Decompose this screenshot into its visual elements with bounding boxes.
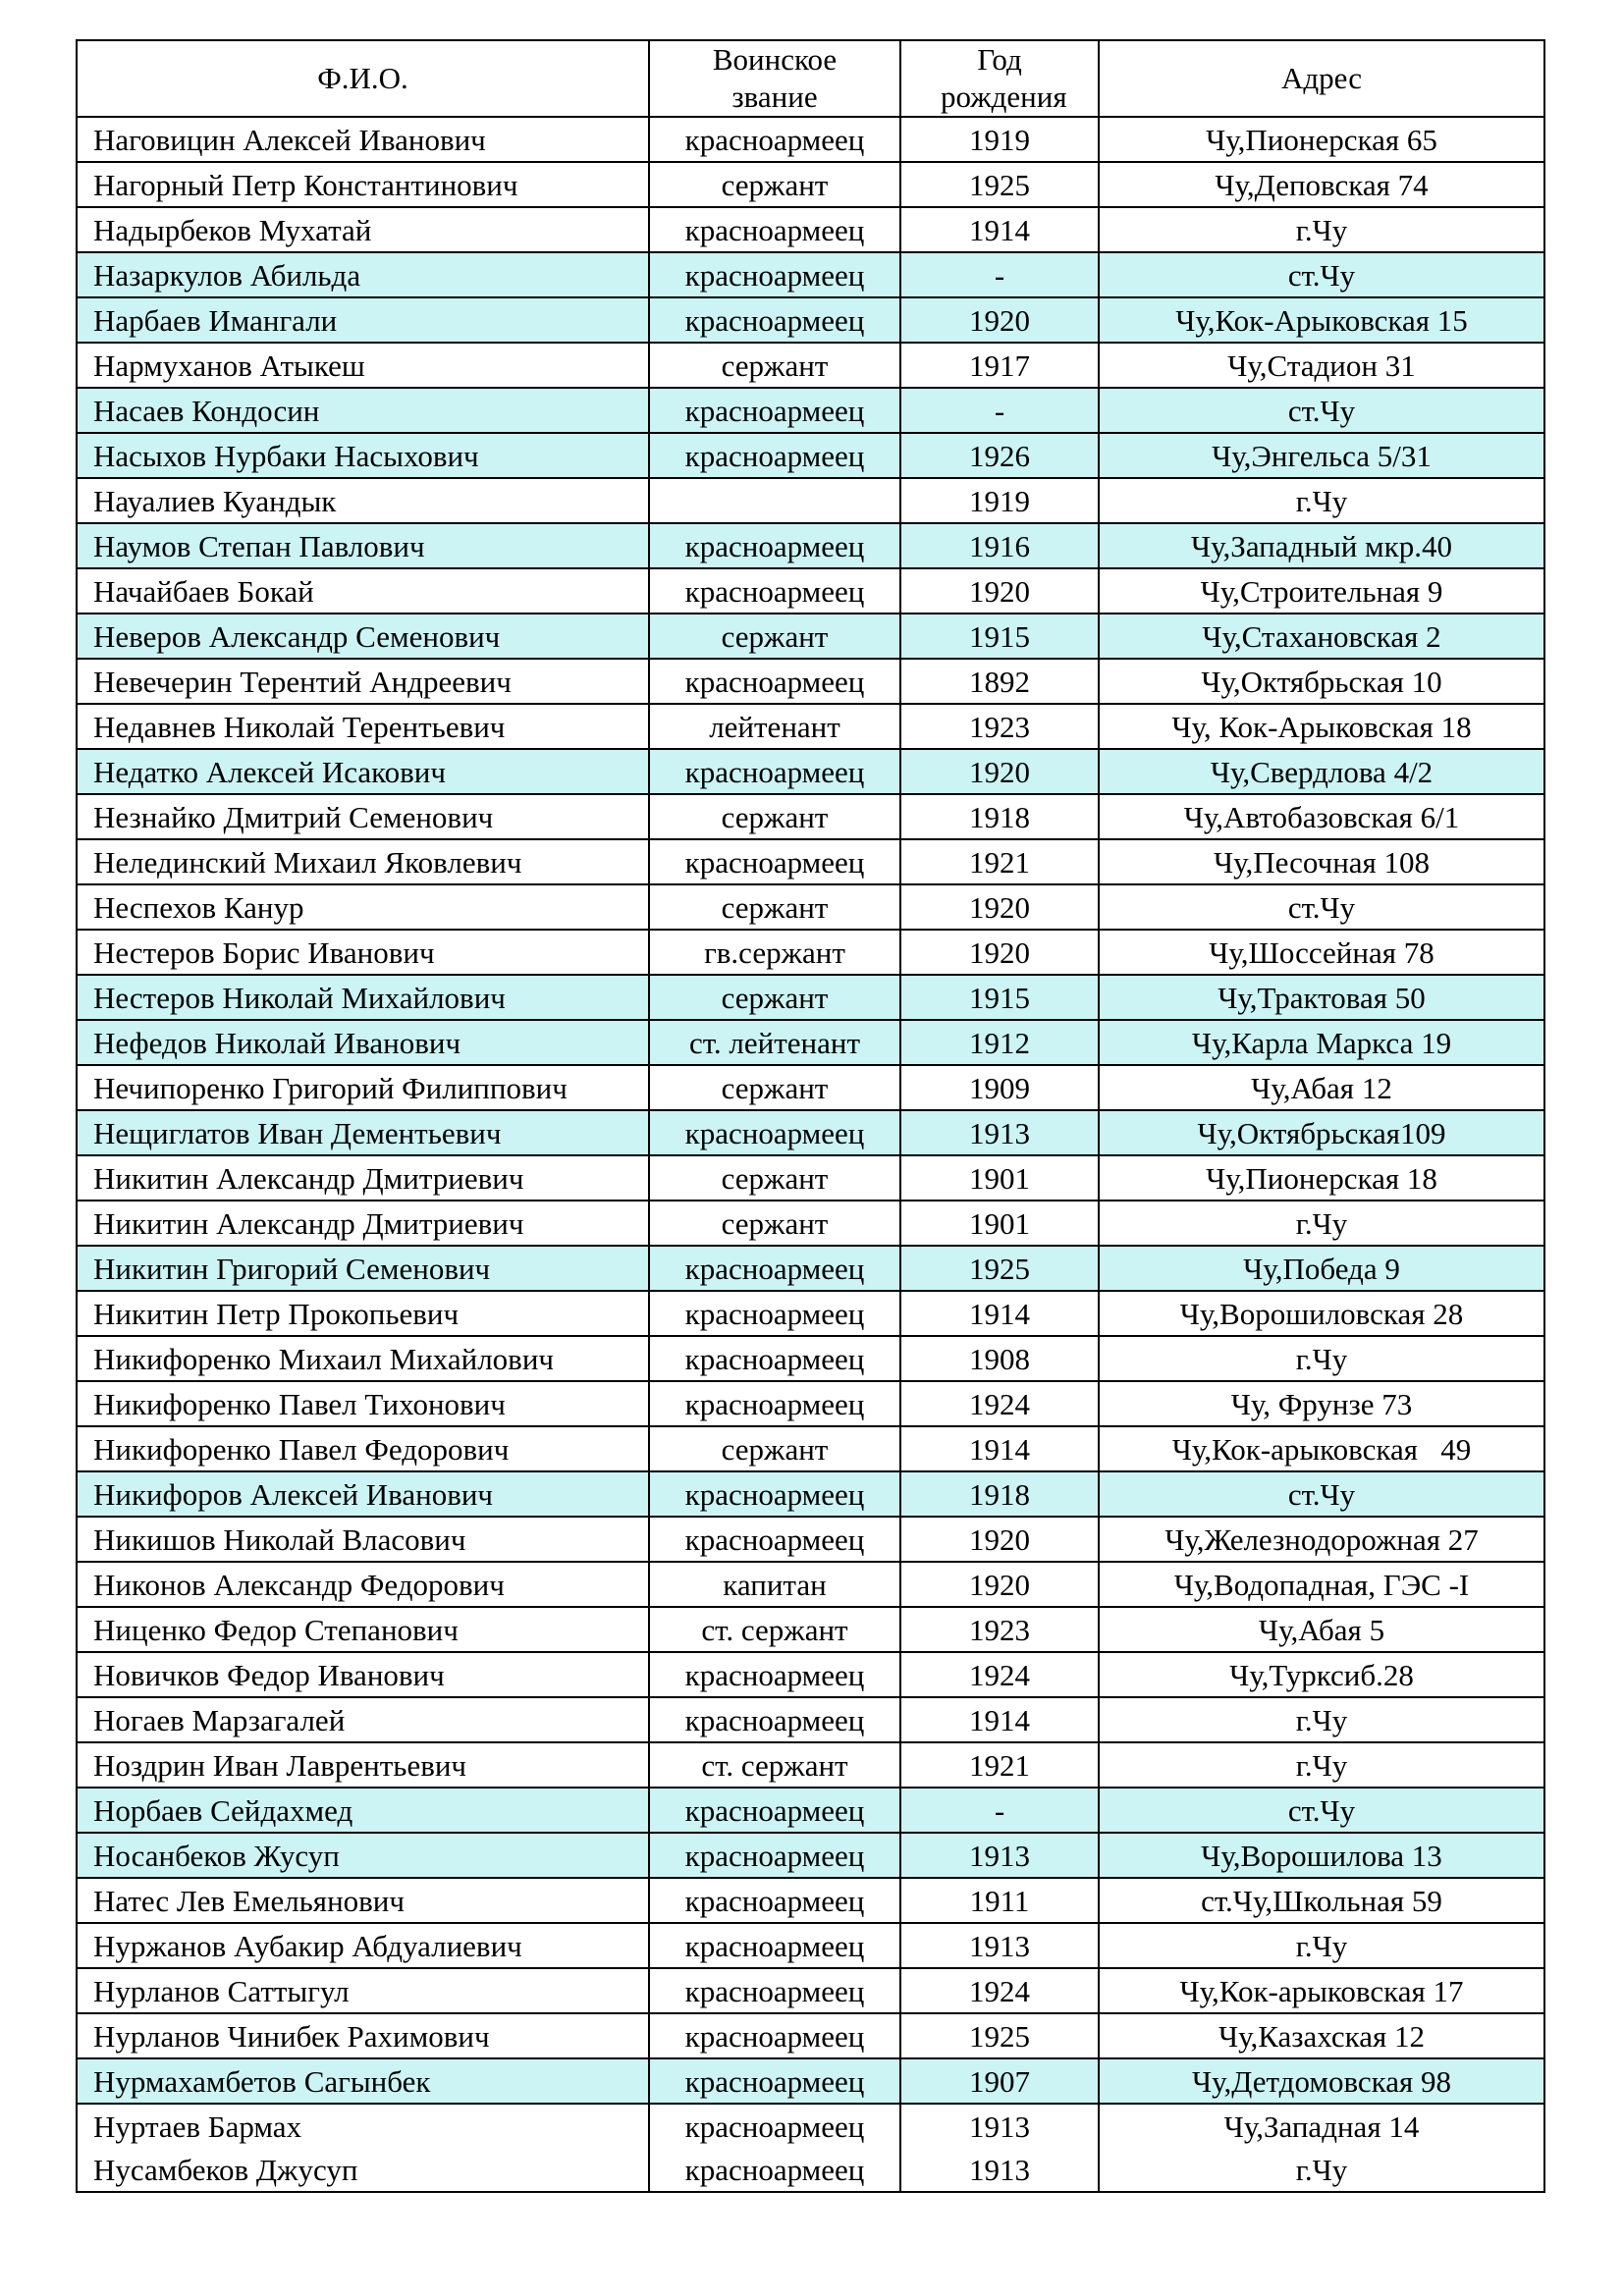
header-address: Адрес	[1099, 40, 1544, 117]
table-row	[77, 1517, 1544, 1562]
table-row	[77, 1878, 1544, 1923]
cell-year: 1914	[900, 1426, 1099, 1471]
cell-rank: красноармеец	[649, 433, 900, 478]
cell-year: 1907	[900, 2058, 1099, 2104]
cell-name: Нуржанов Аубакир Абдуалиевич	[77, 1923, 649, 1968]
cell-address: Чу,Ворошилова 13	[1099, 1833, 1544, 1878]
cell-name: Наумов Степан Павлович	[77, 523, 649, 568]
table-row	[77, 839, 1544, 884]
cell-name: Нурмахамбетов Сагынбек	[77, 2058, 649, 2104]
cell-year: 1921	[900, 839, 1099, 884]
cell-address: Чу,Водопадная, ГЭС -I	[1099, 1562, 1544, 1607]
cell-year: -	[900, 252, 1099, 297]
cell-address: Чу,Деповская 74	[1099, 162, 1544, 207]
cell-year: 1919	[900, 478, 1099, 523]
header-rank-label: Воинское звание	[712, 42, 838, 114]
cell-rank: красноармеец	[649, 1291, 900, 1336]
cell-name: Никишов Николай Власович	[77, 1517, 649, 1562]
cell-rank: красноармеец	[649, 2058, 900, 2104]
cell-address: г.Чу	[1099, 1742, 1544, 1788]
cell-name: Нагорный Петр Константинович	[77, 162, 649, 207]
table-row	[77, 704, 1544, 749]
cell-name: Никитин Григорий Семенович	[77, 1246, 649, 1291]
cell-address: г.Чу	[1099, 478, 1544, 523]
cell-rank: сержант	[649, 614, 900, 659]
table-row	[77, 2058, 1544, 2104]
header-name: Ф.И.О.	[77, 40, 649, 117]
cell-year: 1920	[900, 1562, 1099, 1607]
table-row	[77, 117, 1544, 162]
cell-year: -	[900, 1788, 1099, 1833]
cell-address: Чу,Казахская 12	[1099, 2013, 1544, 2058]
cell-name: Насаев Кондосин	[77, 388, 649, 433]
cell-name: Нуртаев Бармах	[77, 2104, 649, 2148]
cell-rank: красноармеец	[649, 1246, 900, 1291]
cell-year: 1919	[900, 117, 1099, 162]
table-row	[77, 1110, 1544, 1155]
header-rank	[649, 40, 900, 117]
cell-address: Чу,Абая 12	[1099, 1065, 1544, 1110]
table-row	[77, 1923, 1544, 1968]
cell-rank: красноармеец	[649, 568, 900, 614]
cell-name: Нечипоренко Григорий Филиппович	[77, 1065, 649, 1110]
cell-address: ст.Чу	[1099, 884, 1544, 930]
cell-address: Чу,Детдомовская 98	[1099, 2058, 1544, 2104]
cell-name: Наговицин Алексей Иванович	[77, 117, 649, 162]
cell-year: 1913	[900, 1833, 1099, 1878]
cell-name: Нелединский Михаил Яковлевич	[77, 839, 649, 884]
cell-year: 1915	[900, 614, 1099, 659]
cell-name: Насыхов Нурбаки Насыхович	[77, 433, 649, 478]
cell-year: 1926	[900, 433, 1099, 478]
cell-name: Нефедов Николай Иванович	[77, 1020, 649, 1065]
cell-address: Чу,Октябрьская109	[1099, 1110, 1544, 1155]
table-row	[77, 659, 1544, 704]
cell-year: 1913	[900, 2104, 1099, 2148]
cell-name: Никитин Александр Дмитриевич	[77, 1201, 649, 1246]
cell-year: 1920	[900, 568, 1099, 614]
table-row	[77, 975, 1544, 1020]
cell-name: Ноздрин Иван Лаврентьевич	[77, 1742, 649, 1788]
cell-rank: красноармеец	[649, 117, 900, 162]
cell-rank: гв.сержант	[649, 930, 900, 975]
cell-rank: сержант	[649, 794, 900, 839]
cell-year: 1908	[900, 1336, 1099, 1381]
cell-rank: красноармеец	[649, 1336, 900, 1381]
cell-name: Науалиев Куандык	[77, 478, 649, 523]
cell-rank: ст. лейтенант	[649, 1020, 900, 1065]
cell-name: Новичков Федор Иванович	[77, 1652, 649, 1697]
cell-name: Нестеров Борис Иванович	[77, 930, 649, 975]
cell-year: 1909	[900, 1065, 1099, 1110]
table-row	[77, 162, 1544, 207]
cell-rank: красноармеец	[649, 1923, 900, 1968]
cell-name: Надырбеков Мухатай	[77, 207, 649, 252]
table-row	[77, 749, 1544, 794]
cell-year: 1915	[900, 975, 1099, 1020]
cell-name: Начайбаев Бокай	[77, 568, 649, 614]
cell-address: Чу,Шоссейная 78	[1099, 930, 1544, 975]
cell-address: ст.Чу,Школьная 59	[1099, 1878, 1544, 1923]
cell-rank: красноармеец	[649, 839, 900, 884]
cell-rank: красноармеец	[649, 1833, 900, 1878]
table-row	[77, 1471, 1544, 1517]
cell-name: Нестеров Николай Михайлович	[77, 975, 649, 1020]
cell-name: Нурланов Чинибек Рахимович	[77, 2013, 649, 2058]
cell-rank: красноармеец	[649, 1652, 900, 1697]
cell-name: Никифоренко Павел Тихонович	[77, 1381, 649, 1426]
table-header	[77, 40, 1544, 117]
cell-rank: красноармеец	[649, 252, 900, 297]
cell-rank: красноармеец	[649, 1381, 900, 1426]
cell-rank: сержант	[649, 162, 900, 207]
cell-rank: ст. сержант	[649, 1607, 900, 1652]
cell-year: 1918	[900, 1471, 1099, 1517]
table-row	[77, 2104, 1544, 2148]
cell-address: ст.Чу	[1099, 252, 1544, 297]
table-row	[77, 2013, 1544, 2058]
cell-address: Чу,Кок-Арыковская 15	[1099, 297, 1544, 343]
cell-address: Чу,Стахановская 2	[1099, 614, 1544, 659]
cell-year: 1924	[900, 1652, 1099, 1697]
table-row	[77, 252, 1544, 297]
cell-address: Чу,Турксиб.28	[1099, 1652, 1544, 1697]
cell-year: 1920	[900, 1517, 1099, 1562]
cell-name: Нещиглатов Иван Дементьевич	[77, 1110, 649, 1155]
cell-name: Ниценко Федор Степанович	[77, 1607, 649, 1652]
cell-address: ст.Чу	[1099, 1471, 1544, 1517]
table-row	[77, 388, 1544, 433]
cell-name: Никонов Александр Федорович	[77, 1562, 649, 1607]
cell-name: Норбаев Сейдахмед	[77, 1788, 649, 1833]
table-body	[77, 117, 1544, 2192]
cell-name: Никифоренко Михаил Михайлович	[77, 1336, 649, 1381]
cell-rank: красноармеец	[649, 2104, 900, 2148]
cell-year: 1925	[900, 162, 1099, 207]
cell-rank: красноармеец	[649, 1471, 900, 1517]
cell-year: 1918	[900, 794, 1099, 839]
cell-address: Чу,Ворошиловская 28	[1099, 1291, 1544, 1336]
cell-year: 1920	[900, 884, 1099, 930]
table-row	[77, 1788, 1544, 1833]
table-row	[77, 523, 1544, 568]
cell-year: 1913	[900, 1923, 1099, 1968]
header-row	[77, 40, 1544, 117]
cell-address: г.Чу	[1099, 1923, 1544, 1968]
table-row	[77, 1155, 1544, 1201]
cell-rank: красноармеец	[649, 1697, 900, 1742]
table-row	[77, 1246, 1544, 1291]
table-row	[77, 568, 1544, 614]
cell-year: 1920	[900, 297, 1099, 343]
header-year	[900, 40, 1099, 117]
cell-address: Чу,Абая 5	[1099, 1607, 1544, 1652]
cell-rank: ст. сержант	[649, 1742, 900, 1788]
cell-year: 1921	[900, 1742, 1099, 1788]
cell-address: Чу, Фрунзе 73	[1099, 1381, 1544, 1426]
cell-year: 1916	[900, 523, 1099, 568]
cell-name: Незнайко Дмитрий Семенович	[77, 794, 649, 839]
cell-rank: красноармеец	[649, 297, 900, 343]
cell-year: 1923	[900, 1607, 1099, 1652]
cell-name: Назаркулов Абильда	[77, 252, 649, 297]
cell-name: Никифоров Алексей Иванович	[77, 1471, 649, 1517]
cell-name: Никитин Петр Прокопьевич	[77, 1291, 649, 1336]
table-row	[77, 1065, 1544, 1110]
table-row	[77, 1968, 1544, 2013]
table-row	[77, 1336, 1544, 1381]
cell-rank: красноармеец	[649, 2148, 900, 2192]
cell-address: Чу, Кок-Арыковская 18	[1099, 704, 1544, 749]
cell-rank: сержант	[649, 1065, 900, 1110]
cell-year: 1914	[900, 207, 1099, 252]
cell-year: 1912	[900, 1020, 1099, 1065]
cell-year: 1924	[900, 1968, 1099, 2013]
cell-year: 1925	[900, 1246, 1099, 1291]
cell-address: Чу,Карла Маркса 19	[1099, 1020, 1544, 1065]
cell-year: 1920	[900, 749, 1099, 794]
cell-address: Чу,Железнодорожная 27	[1099, 1517, 1544, 1562]
cell-address: г.Чу	[1099, 1336, 1544, 1381]
cell-rank: сержант	[649, 1155, 900, 1201]
cell-name: Неспехов Канур	[77, 884, 649, 930]
cell-year: 1913	[900, 1110, 1099, 1155]
cell-name: Никитин Александр Дмитриевич	[77, 1155, 649, 1201]
cell-year: 1901	[900, 1155, 1099, 1201]
table-row	[77, 1607, 1544, 1652]
cell-address: г.Чу	[1099, 1697, 1544, 1742]
cell-address: ст.Чу	[1099, 1788, 1544, 1833]
cell-address: Чу,Западный мкр.40	[1099, 523, 1544, 568]
cell-address: Чу,Пионерская 18	[1099, 1155, 1544, 1201]
cell-address: Чу,Стадион 31	[1099, 343, 1544, 388]
cell-name: Нусамбеков Джусуп	[77, 2148, 649, 2192]
table-row	[77, 794, 1544, 839]
table-row	[77, 1562, 1544, 1607]
header-year-label: Год рождения	[941, 42, 1067, 114]
cell-address: Чу,Победа 9	[1099, 1246, 1544, 1291]
cell-rank: красноармеец	[649, 1968, 900, 2013]
table-row	[77, 207, 1544, 252]
table-row	[77, 343, 1544, 388]
cell-rank: красноармеец	[649, 2013, 900, 2058]
cell-year: -	[900, 388, 1099, 433]
cell-address: Чу,Строительная 9	[1099, 568, 1544, 614]
cell-address: ст.Чу	[1099, 388, 1544, 433]
cell-rank	[649, 478, 900, 523]
cell-rank: сержант	[649, 1426, 900, 1471]
cell-address: Чу,Кок-арыковская 49	[1099, 1426, 1544, 1471]
table-row	[77, 1426, 1544, 1471]
cell-rank: лейтенант	[649, 704, 900, 749]
cell-address: Чу,Пионерская 65	[1099, 117, 1544, 162]
veterans-table	[76, 39, 1545, 2193]
cell-address: Чу,Песочная 108	[1099, 839, 1544, 884]
cell-name: Никифоренко Павел Федорович	[77, 1426, 649, 1471]
cell-rank: красноармеец	[649, 1878, 900, 1923]
cell-rank: красноармеец	[649, 659, 900, 704]
cell-address: Чу,Западная 14	[1099, 2104, 1544, 2148]
table-row	[77, 478, 1544, 523]
cell-address: г.Чу	[1099, 1201, 1544, 1246]
cell-rank: красноармеец	[649, 388, 900, 433]
cell-year: 1914	[900, 1697, 1099, 1742]
cell-address: Чу,Кок-арыковская 17	[1099, 1968, 1544, 2013]
cell-rank: сержант	[649, 884, 900, 930]
table-row	[77, 2148, 1544, 2192]
cell-year: 1923	[900, 704, 1099, 749]
table-row	[77, 1381, 1544, 1426]
cell-name: Ногаев Марзагалей	[77, 1697, 649, 1742]
cell-name: Невечерин Терентий Андреевич	[77, 659, 649, 704]
table-row	[77, 1833, 1544, 1878]
cell-name: Нурланов Саттыгул	[77, 1968, 649, 2013]
cell-rank: красноармеец	[649, 207, 900, 252]
cell-rank: красноармеец	[649, 1788, 900, 1833]
table-row	[77, 297, 1544, 343]
cell-rank: красноармеец	[649, 749, 900, 794]
table-row	[77, 614, 1544, 659]
table-row	[77, 1652, 1544, 1697]
cell-rank: сержант	[649, 975, 900, 1020]
cell-address: г.Чу	[1099, 207, 1544, 252]
cell-address: Чу,Октябрьская 10	[1099, 659, 1544, 704]
cell-year: 1901	[900, 1201, 1099, 1246]
table-row	[77, 1697, 1544, 1742]
table-row	[77, 1201, 1544, 1246]
table-row	[77, 930, 1544, 975]
table-row	[77, 1742, 1544, 1788]
cell-year: 1925	[900, 2013, 1099, 2058]
cell-name: Носанбеков Жусуп	[77, 1833, 649, 1878]
cell-rank: красноармеец	[649, 1110, 900, 1155]
cell-address: Чу,Трактовая 50	[1099, 975, 1544, 1020]
cell-name: Недавнев Николай Терентьевич	[77, 704, 649, 749]
cell-rank: красноармеец	[649, 523, 900, 568]
table-row	[77, 884, 1544, 930]
cell-rank: капитан	[649, 1562, 900, 1607]
cell-address: Чу,Свердлова 4/2	[1099, 749, 1544, 794]
cell-rank: красноармеец	[649, 1517, 900, 1562]
table-row	[77, 1291, 1544, 1336]
cell-rank: сержант	[649, 343, 900, 388]
cell-year: 1914	[900, 1291, 1099, 1336]
cell-year: 1913	[900, 2148, 1099, 2192]
table-row	[77, 433, 1544, 478]
cell-name: Нарбаев Имангали	[77, 297, 649, 343]
cell-address: г.Чу	[1099, 2148, 1544, 2192]
cell-rank: сержант	[649, 1201, 900, 1246]
cell-year: 1911	[900, 1878, 1099, 1923]
cell-name: Недатко Алексей Исакович	[77, 749, 649, 794]
cell-address: Чу,Энгельса 5/31	[1099, 433, 1544, 478]
cell-year: 1924	[900, 1381, 1099, 1426]
cell-name: Неверов Александр Семенович	[77, 614, 649, 659]
cell-year: 1892	[900, 659, 1099, 704]
cell-year: 1920	[900, 930, 1099, 975]
cell-name: Натес Лев Емельянович	[77, 1878, 649, 1923]
cell-year: 1917	[900, 343, 1099, 388]
table-row	[77, 1020, 1544, 1065]
cell-address: Чу,Автобазовская 6/1	[1099, 794, 1544, 839]
cell-name: Нармуханов Атыкеш	[77, 343, 649, 388]
